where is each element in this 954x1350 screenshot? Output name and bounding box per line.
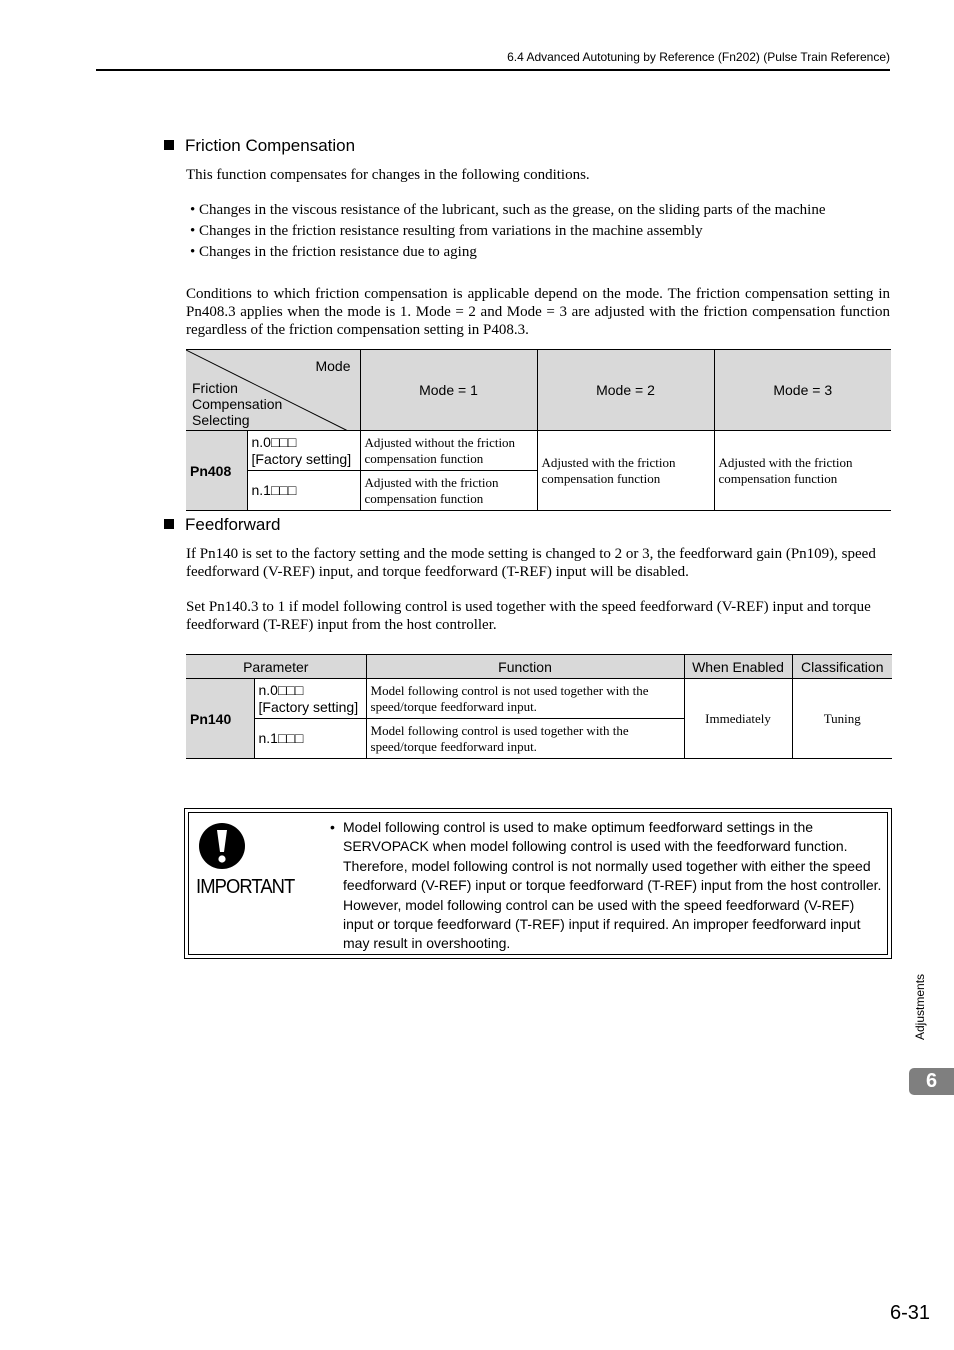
important-inner-frame — [188, 812, 888, 955]
section-heading-feedforward — [164, 515, 280, 535]
feedforward-heading-text: Feedforward — [185, 515, 281, 534]
mode3-value: Adjusted with the friction compensation function — [714, 431, 891, 511]
list-item: • Changes in the viscous resistance of the lubricant, such as the grease, on the sliding parts of the machine — [190, 202, 826, 218]
friction-conditions: Conditions to which friction compensation is applicable depend on the mode. The friction compensation setting in Pn408.3 applies when the mode is 1. Mode = 2 and Mode = 3 are adjusted with the friction compensation function regardless of the friction compensation setting in P408.3. — [186, 286, 890, 338]
running-head: 6.4 Advanced Autotuning by Reference (Fn202) (Pulse Train Reference) — [507, 50, 890, 64]
column-header-function: Function — [366, 655, 684, 679]
chapter-tab: 6 — [909, 1068, 954, 1095]
column-header-mode3: Mode = 3 — [714, 350, 891, 431]
section-heading-friction — [164, 136, 355, 156]
square-bullet-icon — [164, 140, 174, 150]
friction-bullet-list — [190, 200, 890, 263]
setting-cell: n.0□□□ [Factory setting] — [254, 679, 366, 719]
setting-cell: n.1□□□ — [254, 719, 366, 759]
bullet-glyph: • — [330, 819, 335, 835]
column-header-parameter: Parameter — [186, 655, 366, 679]
list-item: • Changes in the friction resistance due to aging — [190, 244, 477, 260]
exclamation-icon — [197, 821, 247, 871]
friction-intro: This function compensates for changes in the following conditions. — [186, 167, 590, 183]
chapter-side-label: Adjustments — [913, 973, 927, 1040]
feedforward-parameter-table — [186, 654, 892, 759]
setting-cell: n.0□□□ [Factory setting] — [247, 431, 360, 471]
list-item: • Changes in the friction resistance resulting from variations in the machine assembly — [190, 223, 703, 239]
friction-heading-text: Friction Compensation — [185, 136, 356, 155]
function-cell: Model following control is not used together with the speed/torque feedforward input. — [366, 679, 684, 719]
mode1-value-row1: Adjusted without the friction compensation function — [360, 431, 537, 471]
header-rule — [96, 69, 890, 71]
classification-value: Tuning — [792, 679, 892, 759]
corner-mode-label: Mode — [315, 358, 351, 374]
page-number: 6-31 — [889, 1302, 930, 1324]
when-enabled-value: Immediately — [684, 679, 792, 759]
feedforward-para2: Set Pn140.3 to 1 if model following control is used together with the speed feedforward (V-REF) input and torque feedforward (T-REF) input from the host controller. — [186, 599, 871, 633]
important-paragraph: Model following control is used to make optimum feedforward settings in the SERVOPACK when model following control is used with the feedforward function. Therefore, model following control is not normally used together with either the speed feedforward (V-REF) input or torque feedforward (T-REF) input from the host controller. However, model following control can be used with the speed feedforward (V-REF) input or torque feedforward (T-REF) input if required. An improper feedforward input may result in overshooting. — [343, 819, 882, 952]
important-label: IMPORTANT — [196, 876, 295, 898]
mode1-value-row2: Adjusted with the friction compensation function — [360, 471, 537, 511]
column-header-mode2: Mode = 2 — [537, 350, 714, 431]
function-cell: Model following control is used together with the speed/torque feedforward input. — [366, 719, 684, 759]
mode2-value: Adjusted with the friction compensation function — [537, 431, 714, 511]
important-notice-box — [184, 808, 892, 959]
feedforward-para1: If Pn140 is set to the factory setting and the mode setting is changed to 2 or 3, the feedforward gain (Pn109), speed feedforward (V-REF) input, and torque feedforward (T-REF) input will be disabled. — [186, 546, 876, 580]
parameter-pn408: Pn408 — [186, 431, 247, 511]
column-header-classification: Classification — [792, 655, 892, 679]
column-header-when-enabled: When Enabled — [684, 655, 792, 679]
corner-selecting-label: Friction Compensation Selecting — [192, 380, 283, 428]
setting-cell: n.1□□□ — [247, 471, 360, 511]
column-header-mode1: Mode = 1 — [360, 350, 537, 431]
friction-mode-table — [186, 349, 891, 511]
important-text — [330, 818, 885, 954]
square-bullet-icon — [164, 519, 174, 529]
parameter-pn140: Pn140 — [186, 679, 254, 759]
table-corner-cell — [186, 350, 360, 431]
